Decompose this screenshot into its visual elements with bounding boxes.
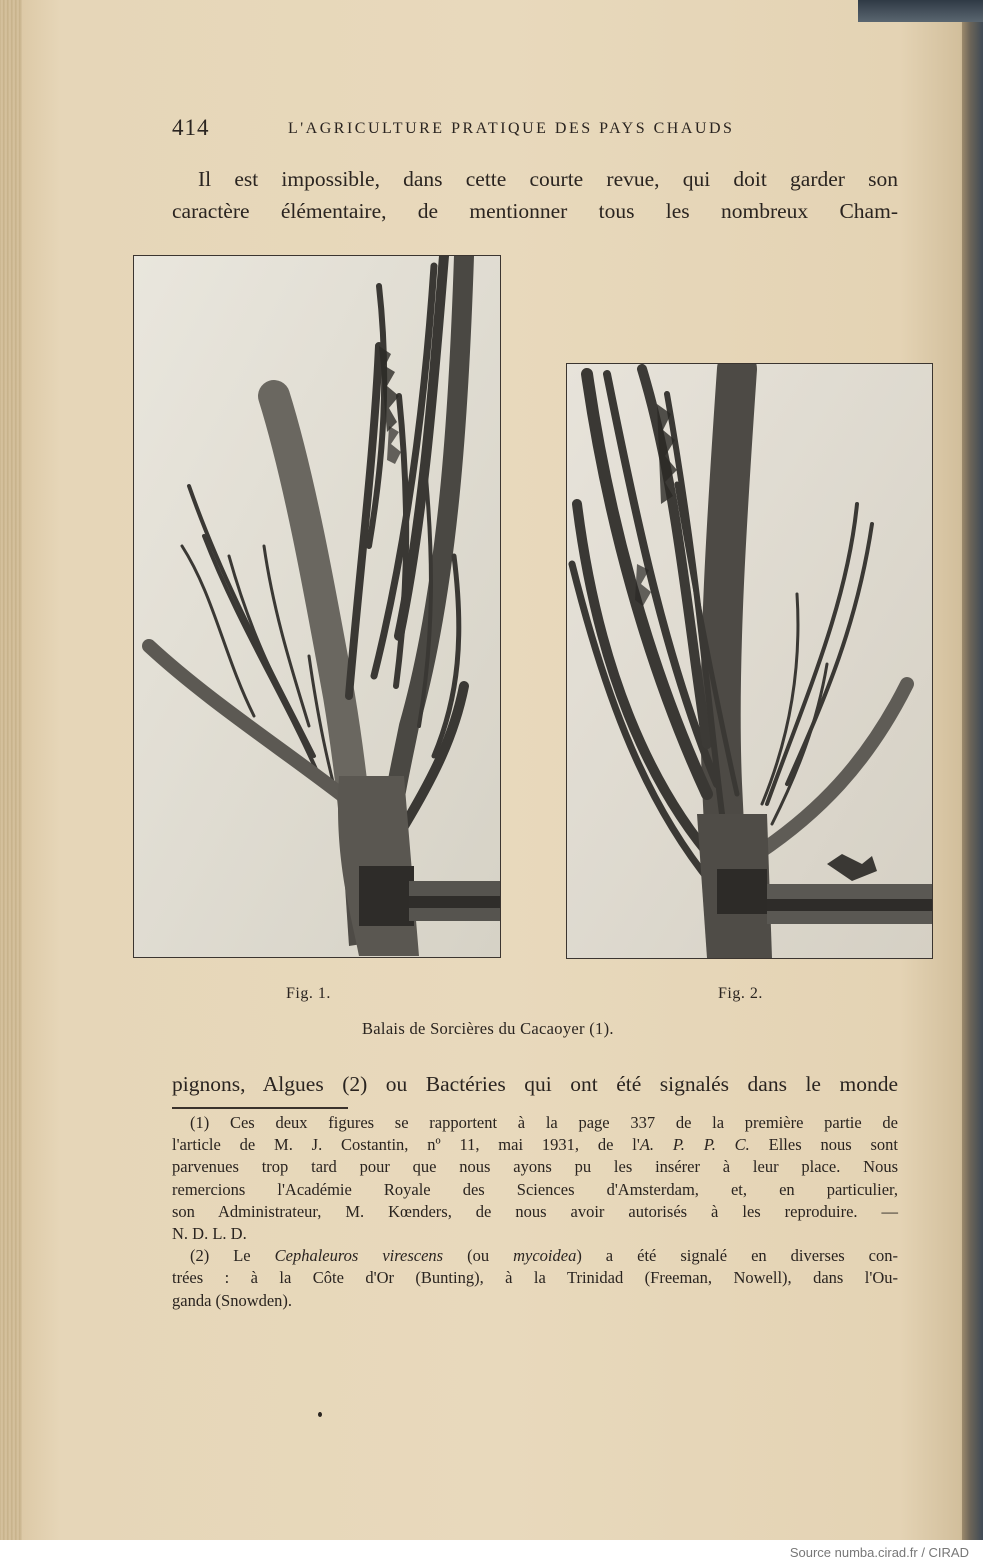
intro-line: caractère élémentaire, de mentionner tous les nombreux Cham-	[172, 199, 898, 223]
main-figure-caption: Balais de Sorcières du Cacaoyer (1).	[362, 1019, 614, 1038]
footnote-2-species-alt: mycoidea	[513, 1246, 577, 1266]
footnote-2-line	[172, 1245, 898, 1267]
footnotes	[172, 1112, 898, 1312]
figure-2-caption: Fig. 2.	[718, 985, 763, 1002]
footnote-1-line: son Administrateur, M. Kœnders, de nous avoir autorisés à les reproduire. —	[172, 1201, 898, 1221]
page-number: 414	[172, 115, 210, 140]
source-credit[interactable]: Source numba.cirad.fr / CIRAD	[789, 1545, 969, 1560]
footnote-rule	[172, 1107, 348, 1109]
footnote-1-text: Elles nous sont	[749, 1135, 898, 1155]
footnote-2-text: (ou	[443, 1246, 514, 1266]
footnote-2-line: trées : à la Côte d'Or (Bunting), à la Trinidad (Freeman, Nowell), dans l'Ou-	[172, 1268, 898, 1288]
witches-broom-illustration-1	[134, 256, 500, 957]
footnote-2-line: ganda (Snowden).	[172, 1290, 293, 1310]
footnote-1-text: l'article de M. J. Costantin, nº 11, mai 1931, de l'	[172, 1135, 640, 1155]
intro-line: Il est impossible, dans cette courte revue, qui doit garder son	[198, 167, 898, 191]
figure-1-photo	[133, 255, 501, 958]
ink-speck	[318, 1412, 322, 1417]
footnote-1-line: N. D. L. D.	[172, 1224, 247, 1244]
continuation-paragraph	[172, 1068, 898, 1100]
running-head	[172, 115, 902, 145]
footnote-1-line	[172, 1134, 898, 1156]
page-gutter	[0, 0, 22, 1540]
footnote-2-text: (2) Le	[190, 1246, 275, 1266]
witches-broom-illustration-2	[567, 364, 932, 958]
figure-2-photo	[566, 363, 933, 959]
footnote-1-journal: A. P. P. C.	[639, 1135, 750, 1155]
intro-paragraph	[172, 163, 898, 227]
running-head-title: L'AGRICULTURE PRATIQUE DES PAYS CHAUDS	[288, 120, 735, 137]
footnote-2-text: ) a été signalé en diverses con-	[576, 1246, 898, 1266]
footnote-2-species: Cephaleuros virescens	[274, 1246, 444, 1266]
book-binding-edge	[962, 0, 983, 1540]
footnote-1-line: remercions l'Académie Royale des Sciences d'Amsterdam, et, en particulier,	[172, 1179, 898, 1199]
figure-1-caption: Fig. 1.	[286, 985, 331, 1002]
footnote-1-line: parvenues trop tard pour que nous ayons pu les insérer à leur place. Nous	[172, 1157, 898, 1177]
continuation-line: pignons, Algues (2) ou Bactéries qui ont été signalés dans le monde	[172, 1072, 898, 1096]
footnote-1-line: (1) Ces deux figures se rapportent à la page 337 de la première partie de	[190, 1113, 898, 1132]
book-cover-corner	[858, 0, 983, 22]
